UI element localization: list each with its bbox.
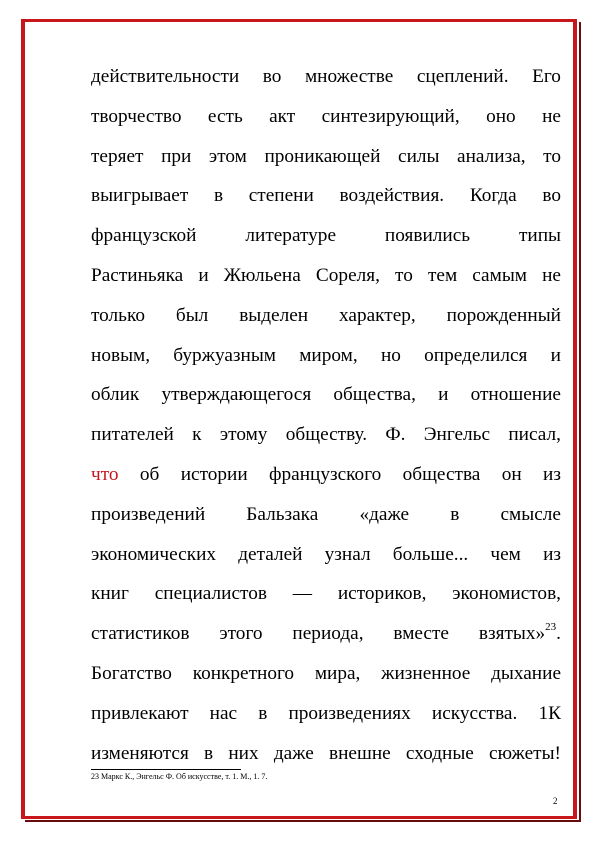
- footnote-reference[interactable]: 23: [545, 621, 557, 634]
- word: них: [228, 742, 259, 764]
- word: произведениях: [288, 702, 411, 724]
- word: Ф.: [385, 424, 406, 446]
- word: сюжеты!: [489, 742, 561, 764]
- word: книг: [91, 583, 129, 605]
- word: периода,: [292, 623, 364, 645]
- word: взятых»$^{23}$.: [478, 621, 561, 645]
- word: порожденный: [446, 304, 561, 326]
- text-line: [91, 694, 561, 734]
- word: во: [262, 66, 282, 87]
- word: «даже: [359, 503, 410, 525]
- word: и: [198, 264, 209, 286]
- text-line: [91, 375, 561, 415]
- word: привлекают: [91, 702, 189, 724]
- word: конкретного: [192, 662, 295, 684]
- word: определился: [424, 344, 528, 366]
- text-line: [91, 415, 561, 455]
- text-line: [91, 535, 561, 575]
- word: внешне: [329, 742, 391, 764]
- word: экономистов,: [452, 583, 561, 605]
- word: этом: [208, 145, 247, 167]
- word: в: [204, 742, 214, 764]
- text-line: [91, 256, 561, 296]
- word: проникающей: [264, 145, 381, 167]
- word: сцеплений.: [416, 66, 509, 87]
- text-line: [91, 654, 561, 694]
- text-line: [91, 97, 561, 137]
- word: теряет: [91, 145, 144, 167]
- word: степени: [248, 185, 314, 207]
- word: есть: [207, 105, 243, 127]
- word: типы: [518, 225, 561, 247]
- word: узнал: [324, 543, 371, 565]
- word: облик: [91, 384, 140, 406]
- word: отношение: [470, 384, 561, 406]
- word: из: [543, 463, 561, 485]
- word: статистиков: [91, 623, 190, 645]
- word: акт: [269, 105, 296, 127]
- word: оно: [486, 105, 516, 127]
- word: воздействия.: [339, 185, 445, 207]
- text-line: [91, 137, 561, 177]
- word: мира,: [314, 662, 361, 684]
- word: нас: [209, 702, 238, 724]
- word: смысле: [500, 503, 561, 525]
- word: даже: [273, 742, 314, 764]
- word: выигрывает: [91, 185, 189, 207]
- word: истории: [180, 463, 248, 485]
- word: во: [542, 185, 561, 207]
- word: жизненное: [381, 662, 471, 684]
- word: Сореля,: [315, 264, 380, 286]
- word: и: [550, 344, 561, 366]
- word: литературе: [245, 225, 337, 247]
- word: выделен: [239, 304, 309, 326]
- word: он: [501, 463, 522, 485]
- word: Растиньяка: [91, 264, 184, 286]
- word: Его: [532, 66, 561, 87]
- body-text: [91, 57, 561, 773]
- word: миром,: [299, 344, 358, 366]
- word: Богатство: [91, 662, 172, 684]
- text-line: [91, 614, 561, 654]
- word: деталей: [238, 543, 303, 565]
- footnote: 23 Маркс К., Энгельс Ф. Об искусстве, т. 1. М., 1. 7.: [91, 772, 268, 781]
- word: действительности: [91, 66, 240, 87]
- word: французского: [269, 463, 382, 485]
- word: Бальзака: [246, 503, 319, 525]
- footnote-rule: [91, 769, 241, 770]
- word: дыхание: [491, 662, 561, 684]
- word: в: [450, 503, 460, 525]
- word: изменяются: [91, 742, 189, 764]
- word: был: [175, 304, 209, 326]
- word: при: [161, 145, 192, 167]
- word: синтезирующий,: [321, 105, 460, 127]
- word: к: [192, 424, 202, 446]
- text-line: [91, 574, 561, 614]
- word: историков,: [337, 583, 427, 605]
- word: утверждающегося: [161, 384, 312, 406]
- word: искусства.: [431, 702, 518, 724]
- word: анализа,: [457, 145, 526, 167]
- word: питателей: [91, 424, 174, 446]
- text-line: [91, 495, 561, 535]
- word: характер,: [339, 304, 416, 326]
- word: появились: [384, 225, 471, 247]
- word: силы: [398, 145, 440, 167]
- word: французской: [91, 225, 197, 247]
- text-line: [91, 734, 561, 774]
- word: из: [543, 543, 561, 565]
- word: Энгельс: [423, 424, 491, 446]
- word: писал,: [508, 424, 561, 446]
- word: то: [395, 264, 413, 286]
- word: самым: [472, 264, 527, 286]
- word: 1К: [538, 702, 561, 724]
- text-line: [91, 296, 561, 336]
- text-line: [91, 57, 561, 97]
- word: буржуазным: [173, 344, 276, 366]
- word: новым,: [91, 344, 151, 366]
- word: специалистов: [154, 583, 267, 605]
- text-line: [91, 176, 561, 216]
- word: Когда: [469, 185, 517, 207]
- word: то: [543, 145, 561, 167]
- word: в: [258, 702, 268, 724]
- text-line: [91, 216, 561, 256]
- word: в: [213, 185, 224, 207]
- word: Жюльена: [223, 264, 301, 286]
- word: обществу.: [285, 424, 368, 446]
- word: чем: [490, 543, 521, 565]
- word: этого: [219, 623, 263, 645]
- word: об: [139, 463, 160, 485]
- word: общества,: [333, 384, 416, 406]
- word: множестве: [304, 66, 394, 87]
- word: этому: [219, 424, 268, 446]
- text-line: [91, 455, 561, 495]
- word: произведений: [91, 503, 206, 525]
- word: экономических: [91, 543, 217, 565]
- sentence-period: .: [556, 623, 561, 645]
- word: творчество: [91, 105, 182, 127]
- page-number: 2: [553, 796, 558, 806]
- word: больше...: [392, 543, 469, 565]
- highlighted-word: что: [91, 463, 119, 485]
- word: тем: [427, 264, 458, 286]
- word: вместе: [393, 623, 449, 645]
- word: сходные: [405, 742, 474, 764]
- word: но: [380, 344, 401, 366]
- text-line: [91, 336, 561, 376]
- word: не: [542, 105, 561, 127]
- word: не: [542, 264, 561, 286]
- word: общества: [402, 463, 481, 485]
- word: и: [438, 384, 449, 406]
- word: только: [91, 304, 146, 326]
- word: —: [292, 583, 313, 605]
